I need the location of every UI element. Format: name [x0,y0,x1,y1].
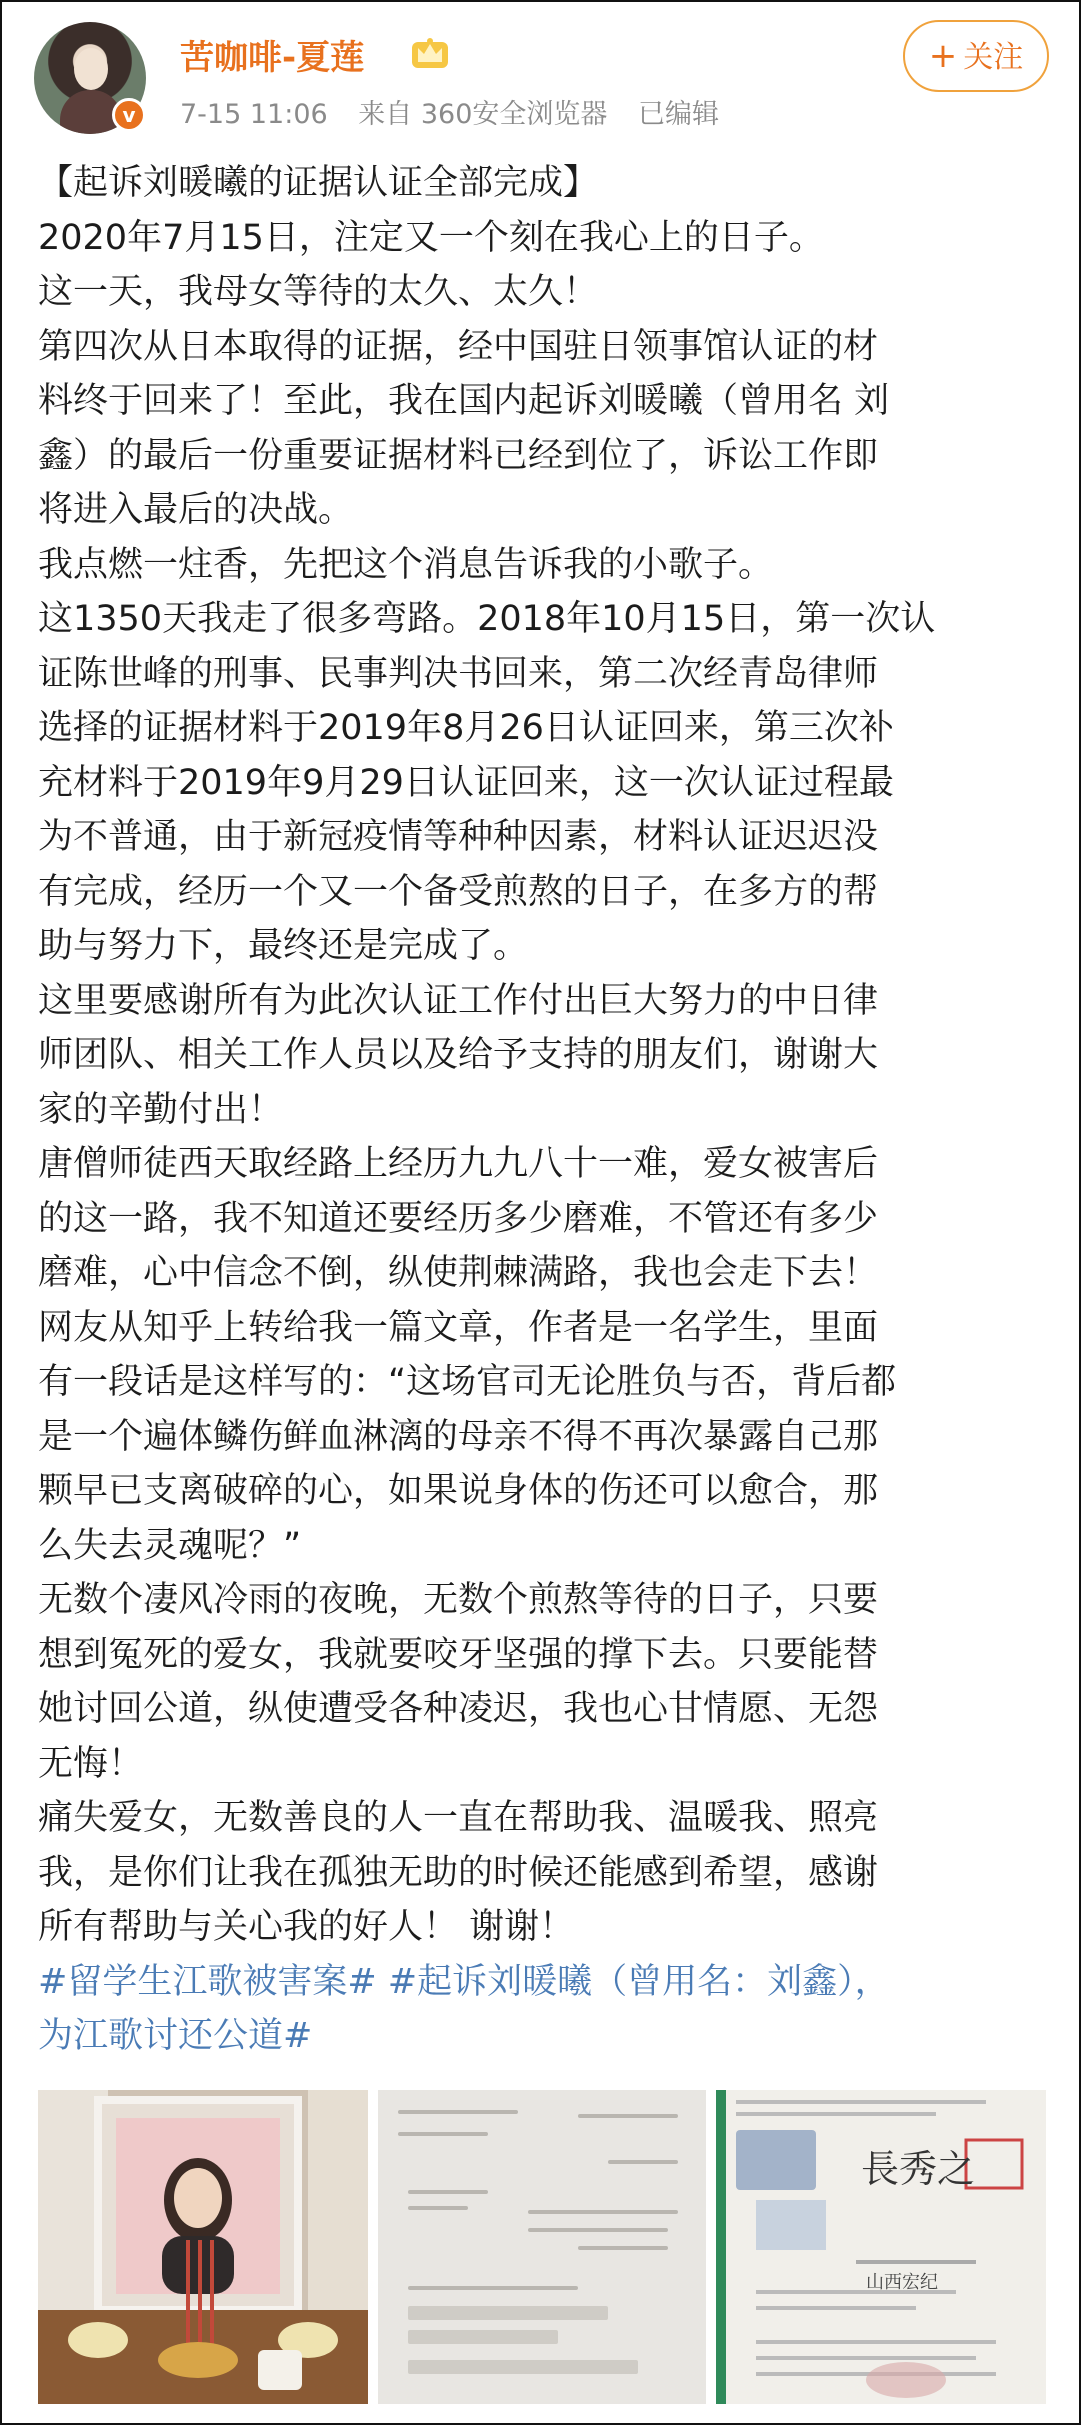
doc-line [398,2132,488,2136]
doc-line [578,2246,668,2250]
post-line: 将进入最后的决战。 [38,490,354,530]
post-line: 我点燃一炷香，先把这个消息告诉我的小歌子。 [38,544,774,585]
post-line: 师团队、相关工作人员以及给予支持的朋友们，谢谢大 [38,1035,879,1075]
post-line: 想到冤死的爱女，我就要咬牙坚强的撑下去。只要能替 [38,1634,879,1675]
post-source: 来自 360安全浏览器 [358,99,608,130]
doc-redacted [408,2306,608,2320]
doc-redacted [408,2330,558,2344]
doc-line [398,2110,518,2114]
post-line: 这一天，我母女等待的太久、太久！ [38,272,599,312]
plus-icon: + [928,36,958,76]
post-line: 为不普通，由于新冠疫情等种种因素，材料认证迟迟没 [38,817,879,857]
post-line: 2020年7月15日，注定又一个刻在我心上的日子。 [38,217,824,258]
post-line: 选择的证据材料于2019年8月26日认证回来，第三次补 [38,708,894,748]
post-line: 她讨回公道，纵使遭受各种凌迟，我也心甘情愿、无怨 [38,1689,879,1729]
post-line: 家的辛勤付出！ [38,1089,284,1130]
post-line: 网友从知乎上转给我一篇文章，作者是一名学生，里面 [38,1307,879,1348]
post-line: 这里要感谢所有为此次认证工作付出巨大努力的中日律 [38,980,879,1021]
doc-redacted [408,2360,638,2374]
certificate-caption: 山西宏纪 [866,2272,938,2293]
post-line: 第四次从日本取得的证据，经中国驻日领事馆认证的材 [38,326,879,367]
post-line: 唐僧师徒西天取经路上经历九九八十一难，爱女被害后 [38,1144,879,1184]
verified-badge-icon: v [112,98,146,132]
post-line: 磨难，心中信念不倒，纵使荆棘满路，我也会走下去！ [38,1253,879,1293]
post-meta [180,92,741,131]
post-line: 这1350天我走了很多弯路。2018年10月15日，第一次认 [38,599,936,639]
follow-button[interactable] [903,20,1049,92]
post-line: 么失去灵魂呢？” [38,1525,302,1566]
post-line: 充材料于2019年9月29日认证回来，这一次认证过程最 [38,762,894,803]
avatar-face [74,48,108,90]
post-line: 痛失爱女，无数善良的人一直在帮助我、温暖我、照亮 [38,1798,879,1838]
post-time: 7-15 11:06 [180,99,328,130]
crown-icon [408,32,452,72]
post-line: 我，是你们让我在孤独无助的时候还能感到希望，感谢 [38,1852,879,1893]
memorial-illustration [38,2090,368,2404]
post-line: 有一段话是这样写的：“这场官司无论胜负与否，背后都 [38,1362,897,1402]
post-line: 证陈世峰的刑事、民事判决书回来，第二次经青岛律师 [38,653,879,694]
post-line: 颗早已支离破碎的心，如果说身体的伤还可以愈合，那 [38,1471,879,1511]
post-line: 无数个凄风冷雨的夜晚，无数个煎熬等待的日子，只要 [38,1580,879,1620]
hashtag-link[interactable]: 为江歌讨还公道# [38,2016,313,2056]
hashtag-link[interactable]: #留学生江歌被害案# #起诉刘暖曦（曾用名：刘鑫）， [38,1961,890,2002]
doc-line [408,2190,488,2194]
post-line: 是一个遍体鳞伤鲜血淋漓的母亲不得不再次暴露自己那 [38,1416,879,1457]
memorial-photo[interactable] [38,2090,368,2404]
certificate-photo[interactable] [716,2090,1046,2404]
doc-line [408,2286,578,2290]
post-line: 的这一路，我不知道还要经历多少磨难，不管还有多少 [38,1198,879,1239]
doc-line [528,2210,678,2214]
username[interactable]: 苦咖啡-夏莲 [180,38,365,78]
post-text [38,156,1058,2064]
post-line: 助与努力下，最终还是完成了。 [38,926,529,966]
doc-line [578,2114,678,2118]
post-edited: 已编辑 [637,99,719,130]
follow-label: 关注 [963,40,1024,75]
post-line: 有完成，经历一个又一个备受煎熬的日子，在多方的帮 [38,871,879,912]
post-line: 【起诉刘暖曦的证据认证全部完成】 [38,163,599,203]
doc-line [408,2206,468,2210]
doc-line [528,2228,668,2232]
doc-line [608,2160,678,2164]
post-line: 鑫）的最后一份重要证据材料已经到位了，诉讼工作即 [38,435,879,476]
seal-signature: 長秀之 [861,2147,976,2191]
post-line: 料终于回来了！至此，我在国内起诉刘暖曦（曾用名 刘 [38,381,890,421]
post-line: 无悔！ [38,1743,144,1784]
post-line: 所有帮助与关心我的好人！ 谢谢！ [38,1907,575,1947]
document-photo[interactable] [378,2090,706,2404]
